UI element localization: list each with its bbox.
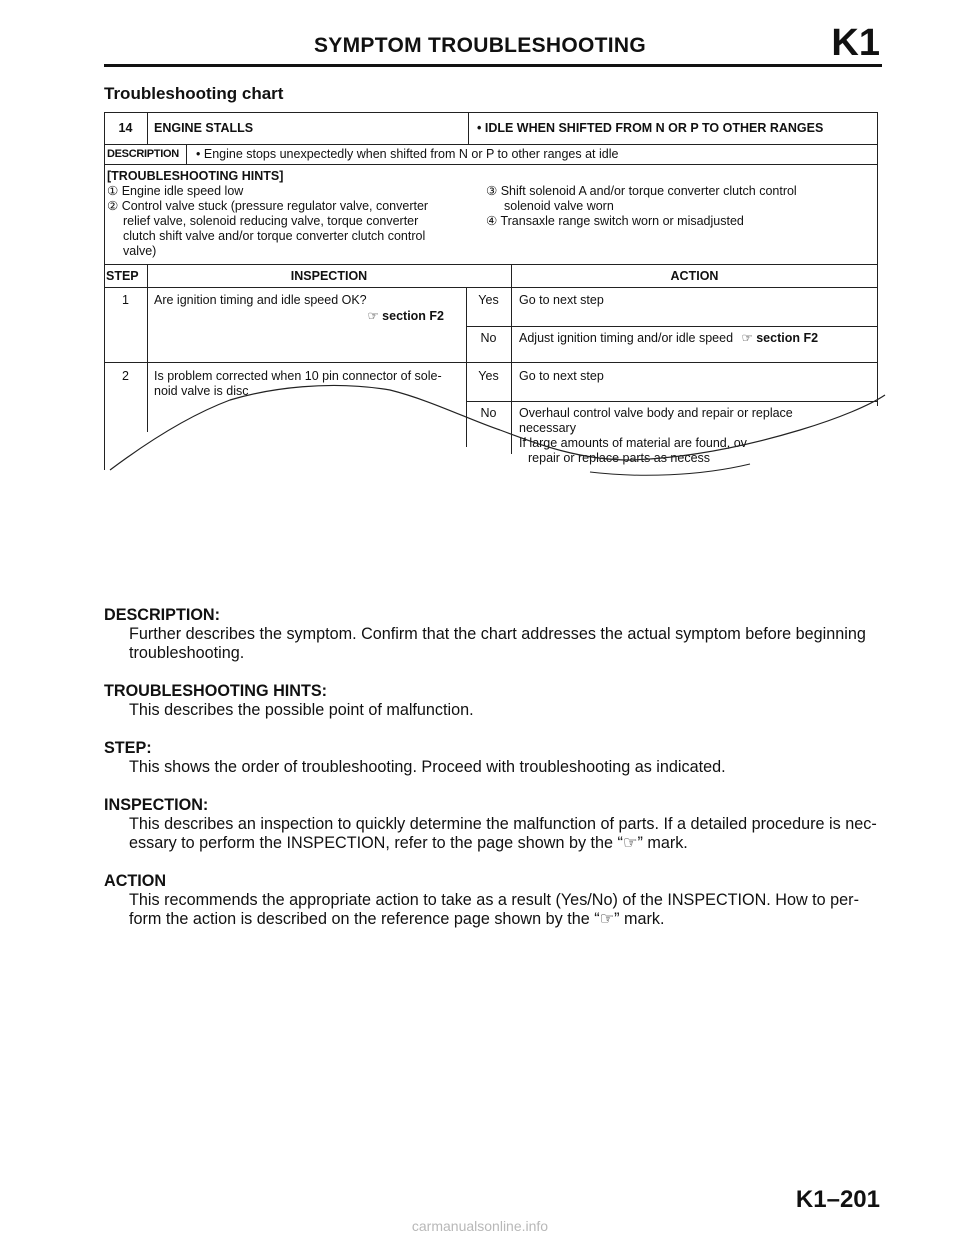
action-text: necessary [519, 421, 576, 435]
hint-line: relief valve, solenoid reducing valve, torque converter [123, 214, 419, 228]
symptom-number: 14 [118, 121, 133, 135]
divider [104, 164, 878, 165]
column-step: STEP [106, 269, 139, 283]
divider [104, 287, 878, 288]
legend-item [104, 682, 894, 720]
divider [511, 264, 512, 454]
inspection-text: noid valve is disc [154, 384, 249, 398]
hint-line: Engine idle speed low [121, 184, 244, 198]
legend-term: STEP: [104, 739, 152, 757]
divider [466, 287, 467, 447]
hint-line: solenoid valve worn [504, 199, 614, 213]
divider [104, 264, 878, 265]
hint-number: ② [107, 199, 119, 213]
legend-item [104, 739, 894, 777]
legend-line: troubleshooting. [129, 644, 245, 662]
action-text: Go to next step [519, 293, 604, 307]
legend-term: TROUBLESHOOTING HINTS: [104, 682, 328, 700]
action-text: Overhaul control valve body and repair or replace [519, 406, 793, 420]
action-text: Go to next step [519, 369, 604, 383]
section-code: K1 [831, 22, 880, 64]
divider [466, 401, 878, 402]
divider [186, 144, 187, 164]
legend-line: essary to perform the INSPECTION, refer to the page shown by the “☞” mark. [129, 834, 688, 852]
chart-border-left [104, 112, 105, 470]
step-number: 2 [122, 369, 129, 383]
hint-line: clutch shift valve and/or torque converter clutch control [123, 229, 426, 243]
chart-border-top [104, 112, 878, 113]
step-number: 1 [122, 293, 129, 307]
action-row [519, 331, 818, 346]
hint-line: valve) [123, 244, 157, 258]
legend-item [104, 872, 894, 929]
description-label: DESCRIPTION [107, 148, 179, 160]
action-text: Adjust ignition timing and/or idle speed [519, 331, 734, 345]
hint-item [486, 214, 744, 229]
action-text: repair or replace parts as necess [528, 451, 711, 465]
legend-line: This shows the order of troubleshooting. Proceed with troubleshooting as indicated. [129, 758, 726, 776]
legend-term: INSPECTION: [104, 796, 209, 814]
reference-label: section F2 [756, 331, 819, 345]
inspection-reference [154, 309, 444, 324]
legend-line: This describes an inspection to quickly determine the malfunction of parts. If a detailed procedure is nec- [129, 815, 877, 833]
header-rule [104, 64, 882, 67]
legend-line: form the action is described on the reference page shown by the “☞” mark. [129, 910, 665, 928]
legend-line: Further describes the symptom. Confirm that the chart addresses the actual symptom before beginning [129, 625, 866, 643]
answer-yes: Yes [478, 369, 499, 383]
hint-item [107, 184, 243, 199]
answer-no: No [480, 406, 497, 420]
hints-title: [TROUBLESHOOTING HINTS] [107, 169, 284, 183]
hint-item [486, 184, 797, 199]
legend-term: DESCRIPTION: [104, 606, 221, 624]
legend-term: ACTION [104, 872, 167, 890]
page-number: K1–201 [795, 1186, 880, 1213]
troubleshooting-chart [104, 112, 878, 470]
divider [147, 112, 148, 144]
reference-label: section F2 [382, 309, 444, 323]
symptom-condition: • IDLE WHEN SHIFTED FROM N OR P TO OTHER RANGES [477, 121, 823, 136]
hint-line: Shift solenoid A and/or torque converter clutch control [500, 184, 797, 198]
inspection-text: Is problem corrected when 10 pin connector of sole- [154, 369, 442, 383]
answer-yes: Yes [478, 293, 499, 307]
legend-section [104, 606, 894, 948]
hint-number: ④ [486, 214, 498, 228]
legend-line: This recommends the appropriate action to take as a result (Yes/No) of the INSPECTION. How to per- [129, 891, 859, 909]
chart-title: Troubleshooting chart [104, 84, 284, 103]
legend-item [104, 796, 894, 853]
page-title: SYMPTOM TROUBLESHOOTING [313, 34, 647, 57]
chart-border-right [877, 112, 878, 406]
column-inspection: INSPECTION [290, 269, 368, 283]
column-action: ACTION [670, 269, 719, 283]
divider [468, 112, 469, 144]
legend-item [104, 606, 894, 663]
hint-number: ③ [486, 184, 498, 198]
divider [147, 264, 148, 432]
symptom-name: ENGINE STALLS [154, 121, 254, 135]
pointing-hand-icon: ☞ [741, 331, 753, 345]
hint-line: Transaxle range switch worn or misadjusted [500, 214, 744, 228]
hint-item [107, 199, 428, 214]
hint-number: ① [107, 184, 119, 198]
divider [104, 362, 878, 363]
divider [104, 144, 878, 145]
action-text: If large amounts of material are found, ov [519, 436, 747, 450]
inspection-text: Are ignition timing and idle speed OK? [154, 293, 367, 307]
answer-no: No [480, 331, 497, 345]
divider [466, 326, 878, 327]
pointing-hand-icon: ☞ [367, 309, 379, 323]
legend-line: This describes the possible point of malfunction. [129, 701, 474, 719]
description-text: • Engine stops unexpectedly when shifted from N or P to other ranges at idle [196, 147, 618, 162]
watermark: carmanualsonline.info [411, 1218, 549, 1234]
hint-line: Control valve stuck (pressure regulator valve, converter [121, 199, 429, 213]
